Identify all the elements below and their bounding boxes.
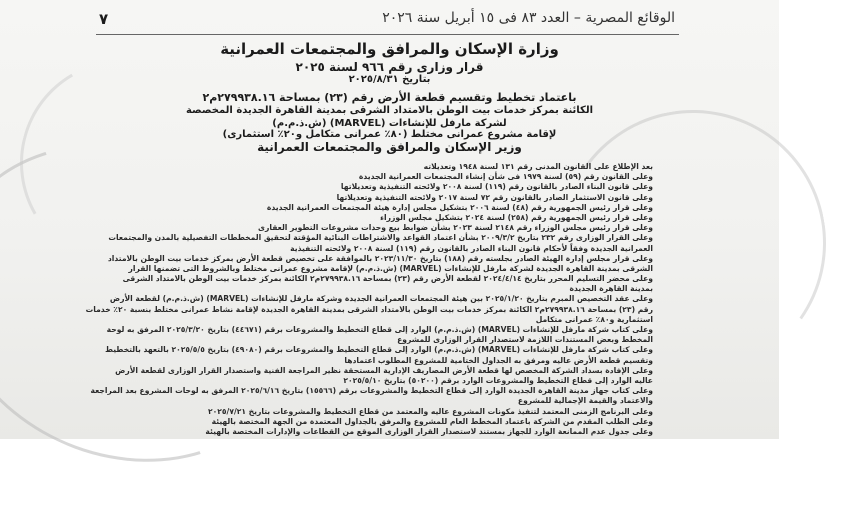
preamble-line: والاعتماد والقيمة الإجمالية للمشروع [517,396,653,406]
preamble-line: وعلى محضر التسليم المحرر بتاريخ ٢٠٢٤/٤/١٤ لقطعة الأرض رقم (٢٣) بمساحة ٢٧٩٩٣٨.١٦م٢ الكائنة بمركز خدمات بيت الوطن بالامتداد الشرقى [122,274,653,284]
preamble-line: وعلى القرار الوزارى رقم ٢٣٢ بتاريخ ٢٠٠٩/٣/٢ بشأن اعتماد القواعد والاشتراطات البنائية المؤقتة لتحقيق المخططات التفصيلية بالمدن والمجتمعات [108,233,653,243]
decree-subject-line: لشركة مارفل للإنشاءات (MARVEL) (ش.ذ.م.م) [272,118,507,129]
preamble-line: العمرانية الجديدة وفقاً لأحكام قانون البناء الصادر بالقانون رقم (١١٩) لسنة ٢٠٠٨ ولائحته التنفيذية [290,243,653,253]
preamble-line: وعلى عقد التخصيص المبرم بتاريخ ٢٠٢٥/١/٢٠ بين هيئة المجتمعات العمرانية الجديدة وشركة مارفل للإنشاءات (MARVEL) (ش.ذ.م.م) لقطعة الأرض [109,294,653,304]
preamble-line: وعلى الطلب المقدم من الشركة باعتماد المخطط العام للمشروع والمرفق بالجداول المعتمدة من الجهة المختصة بالهيئة [211,416,653,426]
preamble-line: وعلى القانون رقم (٥٩) لسنة ١٩٧٩ فى شأن إنشاء المجتمعات العمرانية الجديدة [358,172,653,182]
preamble-line: وتقسيم قطعة الأرض عاليه ومرفق به الجداول الختامية للمشروع المطلوب اعتمادها [344,355,653,365]
preamble-line: عاليه الوارد إلى قطاع التخطيط والمشروعات الوارد برقم (٥٠٢٠٠) بتاريخ ٢٠٢٥/٥/١٠ [343,375,653,385]
decree-subject-line: لإقامة مشروع عمرانى مختلط (٨٠٪ عمرانى متكامل و٢٠٪ استثمارى) [222,129,557,140]
issuer-title: وزير الإسكان والمرافق والمجتمعات العمرانية [257,140,522,154]
preamble-line: وعلى كتاب شركة مارفل للإنشاءات (MARVEL) (ش.ذ.م.م) الوارد إلى قطاع التخطيط والمشروعات برقم (٤٤٦٧١) بتاريخ ٢٠٢٥/٣/٢٠ المرفق به لوحة [106,325,653,334]
preamble-line: استثمارية و٨٠٪ عمرانى متكامل [535,314,653,324]
preamble-line: وعلى البرنامج الزمنى المعتمد لتنفيذ مكونات المشروع عاليه والمعتمد من قطاع التخطيط والمشروعات بتاريخ ٢٠٢٥/٧/٢١ [208,406,653,416]
preamble-line: وعلى قرار رئيس مجلس الوزراء رقم ٢١٤٨ لسنة ٢٠٢٣ بشأن ضوابط بيع وحدات مشروعات التطوير العقارى [258,223,653,233]
preamble-line: وعلى كتاب شركة مارفل للإنشاءات (MARVEL) (ش.ذ.م.م) الوارد إلى قطاع التخطيط والمشروعات برقم (٤٩٠٨٠) بتاريخ ٢٠٢٥/٥/٥ بالتعهد بالتخطيط [105,345,653,355]
preamble-line: وعلى جدول عدم الممانعة الوارد للجهاز بمستند لاستصدار القرار الوزارى الموقع من القطاعات والإدارات المختصة بالهيئة [205,426,653,436]
preamble-line: وعلى قرار مجلس إدارة الهيئة الصادر بجلسته رقم (١٨٨) بتاريخ ٢٠٢٣/١١/٣٠ بالموافقة على تخصيص قطعة الأرض بمركز خدمات بيت الوطن بالامتداد [107,253,653,263]
preamble-line: وعلى قرار رئيس الجمهورية رقم (٢٥٨) لسنة ٢٠٢٤ بتشكيل مجلس الوزراء [380,212,653,222]
preamble-line: بمدينة القاهرة الجديدة [569,284,653,294]
decree-subject-line: الكائنة بمركز خدمات بيت الوطن بالامتداد الشرقى بمدينة القاهرة الجديدة المخصصة [185,105,594,116]
preamble-line: وعلى قانون البناء الصادر بالقانون رقم (١١٩) لسنة ٢٠٠٨ ولائحته التنفيذية وتعديلاتها [340,182,653,192]
preamble-line: المخطط وبعض المستندات اللازمة لاستصدار القرار الوزارى للمشروع [397,335,653,345]
page-number: ٧ [99,10,109,28]
preamble-line: الشرقى بمدينة القاهرة الجديدة لشركة مارفل للإنشاءات (MARVEL) (ش.ذ.م.م) لإقامة مشروع عمرانى مختلط وبالشروط التى تضمنها القرار [128,263,653,273]
decree-date: بتاريخ ٢٠٢٥/٨/٣١ [348,74,431,85]
publication-header: الوقائع المصرية – العدد ٨٣ فى ١٥ أبريل سنة ٢٠٢٦ [382,10,675,26]
header-divider [96,34,679,35]
preamble-line: بعد الإطلاع على القانون المدنى رقم ١٣١ لسنة ١٩٤٨ وتعديلاته [423,162,653,171]
ministry-title: وزارة الإسكان والمرافق والمجتمعات العمرانية [220,40,559,58]
decree-subject-line: باعتماد تخطيط وتقسيم قطعة الأرض رقم (٢٣) بمساحة ٢٧٩٩٣٨.١٦م٢ [202,91,577,104]
preamble-line: رقم (٢٣) بمساحة ٢٧٩٩٣٨.١٦م٢ الكائنة بمركز خدمات بيت الوطن بالامتداد الشرقى بمدينة القاهرة الجديدة لإقامة نشاط عمرانى مختلط بنسبة ٢٠٪ خدمات [85,304,653,314]
preamble-line: وعلى قرار رئيس الجمهورية رقم (٤٨) لسنة ٢٠٠٦ بتشكيل مجلس إدارة هيئة المجتمعات العمرانية الجديدة [266,202,653,212]
preamble-line: وعلى الإفادة بسداد الشركة المخصص لها قطعة الأرض المصاريف الإدارية المستحقة نظير المراجعة الفنية واستصدار القرار الوزارى لقطعة الأرض [115,365,653,375]
preamble-line: وعلى قانون الاستثمار الصادر بالقانون رقم ٧٢ لسنة ٢٠١٧ ولائحته التنفيذية وتعديلاتها [336,192,653,202]
decree-preamble [85,162,653,437]
preamble-line: وعلى كتاب جهاز مدينة القاهرة الجديدة الوارد إلى قطاع التخطيط والمشروعات برقم (١٥٥٦٦) بتاريخ ٢٠٢٥/٦/١٦ المرفق به لوحات المشروع بعد المراجعة [90,386,653,396]
decree-title: قرار وزارى رقم ٩٦٦ لسنة ٢٠٢٥ [295,60,484,74]
